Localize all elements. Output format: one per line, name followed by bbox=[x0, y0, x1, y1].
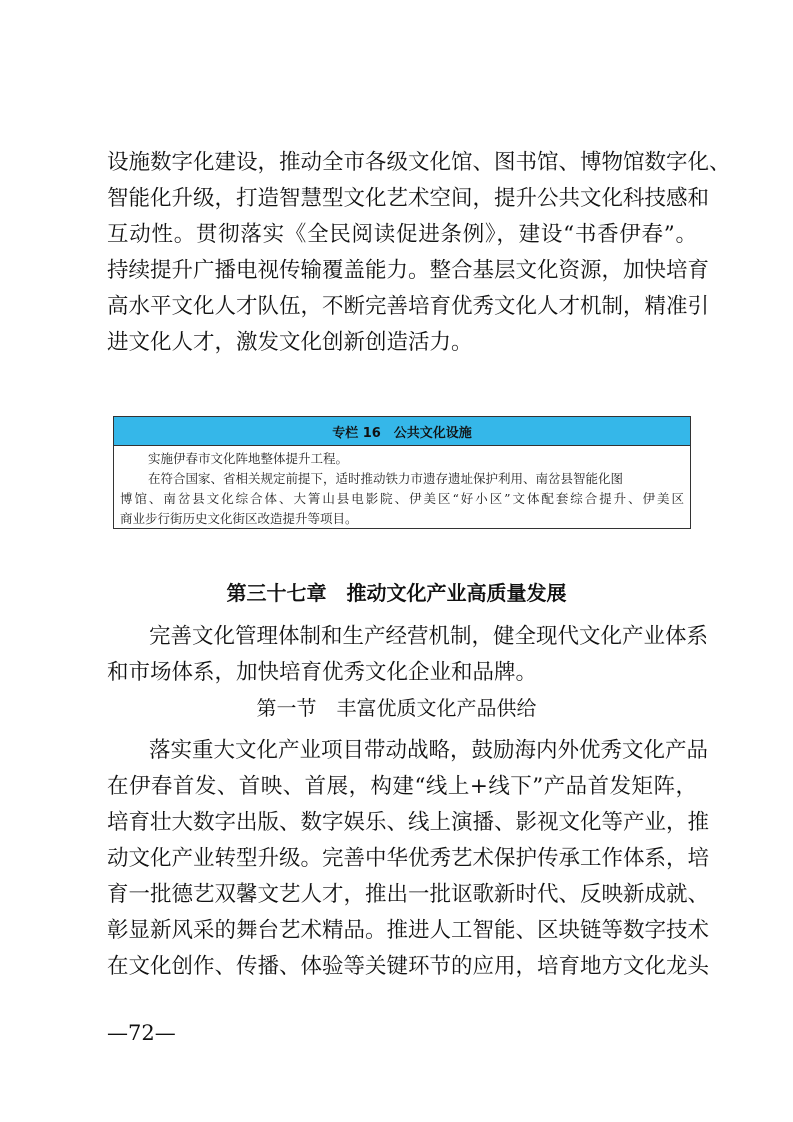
column-box-line: 在符合国家、省相关规定前提下，适时推动铁力市遗存遗址保护利用、南岔县智能化图 bbox=[148, 471, 624, 486]
text-line: 和市场体系，加快培育优秀文化企业和品牌。 bbox=[107, 660, 538, 685]
paragraph-intro bbox=[107, 619, 709, 691]
column-box-line: 实施伊春市文化阵地整体提升工程。 bbox=[148, 451, 349, 466]
column-box-title: 专栏 16 公共文化设施 bbox=[114, 417, 690, 446]
chapter-title: 第三十七章 推动文化产业高质量发展 bbox=[226, 581, 567, 605]
text-line: 进文化人才，激发文化创新创造活力。 bbox=[107, 330, 473, 355]
page-number: —72— bbox=[107, 1021, 176, 1045]
section-title: 第一节 丰富优质文化产品供给 bbox=[256, 696, 537, 720]
text-line: 动文化产业转型升级。完善中华优秀艺术保护传承工作体系，培 bbox=[107, 846, 710, 871]
text-line: 培育壮大数字出版、数字娱乐、线上演播、影视文化等产业，推 bbox=[107, 810, 710, 835]
text-line: 落实重大文化产业项目带动战略，鼓励海内外优秀文化产品 bbox=[149, 738, 709, 763]
paragraph-public-culture bbox=[107, 145, 731, 361]
paragraph-cultural-products bbox=[107, 733, 710, 985]
text-line: 在伊春首发、首映、首展，构建“线上+线下”产品首发矩阵， bbox=[107, 774, 697, 799]
text-line: 设施数字化建设，推动全市各级文化馆、图书馆、博物馆数字化、 bbox=[107, 150, 731, 175]
text-line: 持续提升广播电视传输覆盖能力。整合基层文化资源，加快培育 bbox=[107, 258, 710, 283]
column-box-16 bbox=[113, 416, 691, 529]
text-line: 育一批德艺双馨文艺人才，推出一批讴歌新时代、反映新成就、 bbox=[107, 882, 710, 907]
column-box-body bbox=[114, 446, 690, 529]
text-line: 在文化创作、传播、体验等关键环节的应用，培育地方文化龙头 bbox=[107, 954, 710, 979]
text-line: 完善文化管理体制和生产经营机制，健全现代文化产业体系 bbox=[149, 624, 709, 649]
text-line: 彰显新风采的舞台艺术精品。推进人工智能、区块链等数字技术 bbox=[107, 918, 710, 943]
text-line: 高水平文化人才队伍，不断完善培育优秀文化人才机制，精准引 bbox=[107, 294, 710, 319]
column-box-line: 商业步行街历史文化街区改造提升等项目。 bbox=[120, 511, 358, 526]
text-line: 智能化升级，打造智慧型文化艺术空间，提升公共文化科技感和 bbox=[107, 186, 710, 211]
column-box-line: 博馆、南岔县文化综合体、大箐山县电影院、伊美区“好小区”文体配套综合提升、伊美区 bbox=[120, 491, 684, 506]
text-line: 互动性。贯彻落实《全民阅读促进条例》，建设“书香伊春”。 bbox=[107, 222, 697, 247]
